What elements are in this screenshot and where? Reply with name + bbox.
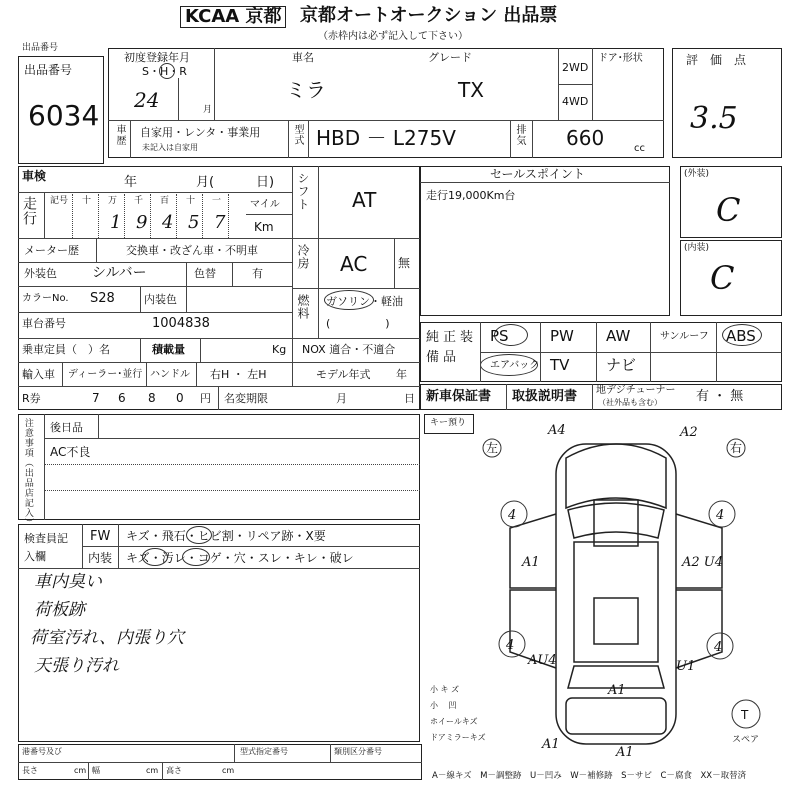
recycle-label: R券: [22, 392, 41, 405]
mileage-divider: [72, 194, 73, 238]
logo: KCAA 京都: [180, 6, 286, 28]
model-code[interactable]: HBD － L275V: [316, 126, 456, 150]
handle-options[interactable]: 右H ・ 左H: [210, 368, 267, 381]
footer-length-unit: cm: [74, 766, 87, 775]
sales-point-text[interactable]: 走行19,000Km台: [426, 189, 516, 202]
name-change-month: 月: [336, 392, 347, 405]
warranty-book[interactable]: 新車保証書: [426, 389, 492, 404]
rear-bumper: [566, 698, 666, 734]
mileage-digit[interactable]: 7: [214, 212, 226, 233]
usage-options[interactable]: 自家用・レンタ・事業用: [140, 126, 261, 139]
equipment-row2-1[interactable]: TV: [550, 356, 570, 374]
nox-options[interactable]: NOX 適合・不適合: [302, 343, 396, 356]
inspection-month[interactable]: 月(: [196, 175, 215, 190]
recycle-digit[interactable]: 7: [92, 391, 100, 405]
equipment-divider: [596, 322, 597, 382]
mileage-divider: [228, 194, 229, 238]
damage-mark: A1: [542, 737, 560, 752]
diagram-right: 右: [730, 441, 743, 455]
lot-number[interactable]: 6034: [28, 99, 100, 132]
diagram-left: 左: [486, 441, 499, 455]
mileage-divider: [124, 194, 125, 238]
footer-height: 高さ: [166, 766, 182, 775]
cc-unit: cc: [634, 143, 645, 154]
damage-mark: A1: [616, 745, 634, 760]
mileage-unit-label: 千: [134, 196, 144, 206]
model-year-label: モデル年式: [316, 368, 371, 381]
damage-mark: U1: [676, 659, 696, 674]
inspector-interior-label: 内装: [88, 551, 113, 565]
exterior-label: (外装): [684, 169, 710, 179]
footer-col-1: 港番号及び: [22, 747, 62, 756]
hood-outline: [566, 444, 666, 508]
model-label: 型式: [292, 124, 303, 146]
color-label: 外装色: [24, 267, 57, 280]
grade-label: グレード: [428, 51, 472, 64]
footer-height-unit: cm: [222, 766, 235, 775]
fw-label: FW: [90, 529, 111, 544]
equipment-2[interactable]: AW: [606, 327, 631, 345]
lot-label: 出品番号: [24, 63, 73, 77]
evaluation-score[interactable]: 3.5: [690, 101, 738, 136]
corner-label: 出品番号: [22, 43, 59, 53]
mile-unit[interactable]: マイル: [250, 199, 280, 210]
interior-grade[interactable]: C: [710, 259, 735, 297]
footer-col-2: 型式指定番号: [240, 747, 288, 756]
left-front-door: [510, 514, 556, 588]
fw-chip-circle: [186, 526, 212, 544]
inspector-label: 検査員記入欄: [24, 532, 68, 563]
mileage-divider: [98, 194, 99, 238]
equipment-1[interactable]: PW: [550, 327, 574, 345]
interior-label: (内装): [684, 243, 710, 253]
usage-label: 車歴: [114, 124, 125, 146]
notes-label: 注意事項（出品店記入）: [22, 418, 33, 528]
drive-2wd[interactable]: 2WD: [562, 61, 589, 74]
load-unit: Kg: [272, 343, 287, 356]
inspection-label: 車検: [22, 169, 47, 183]
meter-history-options[interactable]: 交換車・改ざん車・不明車: [126, 244, 258, 257]
windshield: [568, 503, 664, 538]
mileage-digit[interactable]: 9: [136, 212, 148, 233]
shift-label: シフト: [296, 172, 310, 211]
spare-tire-label: T: [741, 708, 749, 722]
key-label: キー預り: [430, 418, 467, 428]
sales-point-label: セールスポイント: [490, 167, 585, 181]
damage-mark: 4: [508, 508, 517, 523]
damage-mark: A1: [522, 555, 540, 570]
damage-legend: A－線キズ M－調整跡 U－凹み W－補修跡 S－サビ C－腐食 XX－取替済: [432, 771, 747, 781]
handle-label: ハンドル: [150, 369, 190, 380]
shift-value[interactable]: AT: [352, 188, 377, 212]
equipment-row2-0[interactable]: エアバック: [490, 360, 540, 371]
footer-width: 幅: [92, 766, 100, 775]
damage-mark: 4: [506, 638, 515, 653]
recycle-digit[interactable]: 8: [148, 391, 156, 405]
small-damage-legend: 小 凹: [430, 701, 457, 710]
color-change-value[interactable]: 有: [252, 267, 263, 280]
evaluation-label: 評 価 点: [686, 53, 747, 67]
interior-dirt-circle: [182, 548, 210, 566]
mileage-unit-label: 十: [186, 196, 196, 206]
displacement-label: 排気: [514, 124, 525, 146]
chassis-number[interactable]: 1004838: [152, 316, 210, 331]
mileage-unit-label: 十: [82, 196, 92, 206]
registration-year[interactable]: 24: [134, 88, 160, 112]
era-options: S・H・R: [142, 65, 187, 78]
mileage-divider: [176, 194, 177, 238]
drive-4wd[interactable]: 4WD: [562, 95, 589, 108]
footer-length: 長さ: [22, 766, 38, 775]
rear-items-label: 後日品: [50, 421, 83, 434]
inspector-note[interactable]: 荷室汚れ、内張り穴: [30, 628, 185, 648]
equipment-divider: [650, 322, 651, 382]
aircon-value[interactable]: AC: [340, 252, 368, 276]
equipment-row2-2[interactable]: ナビ: [606, 356, 637, 374]
recycle-digit[interactable]: 0: [176, 391, 184, 405]
mileage-unit-label: 記号: [50, 196, 69, 206]
mileage-digit[interactable]: 5: [188, 212, 200, 233]
digital-tuner-options[interactable]: 有 ・ 無: [696, 389, 744, 404]
owners-manual[interactable]: 取扱説明書: [512, 389, 578, 404]
aircon-none[interactable]: 無: [398, 256, 411, 270]
fuel-other[interactable]: ( ): [326, 317, 390, 330]
inspector-note[interactable]: 天張り汚れ: [34, 656, 119, 676]
equipment-4[interactable]: ABS: [726, 327, 756, 345]
equipment-3[interactable]: サンルーフ: [660, 331, 709, 342]
registration-label: 初度登録年月: [124, 51, 190, 64]
small-damage-legend: 小 キ ズ: [430, 685, 460, 694]
damage-mark: AU4: [528, 653, 557, 668]
usage-note: 未記入は自家用: [142, 143, 198, 152]
km-unit[interactable]: Km: [254, 220, 274, 234]
fuel-label: 燃料: [296, 294, 310, 320]
mileage-unit-label: 一: [212, 196, 222, 206]
interior-scratch-circle: [142, 548, 168, 566]
damage-mark: 4: [714, 640, 723, 655]
load-label: 積載量: [152, 343, 185, 356]
import-dealer[interactable]: ディーラー･並行: [68, 369, 143, 380]
damage-mark: A2: [680, 425, 698, 440]
small-damage-legend: ホイールキズ: [430, 717, 478, 726]
inspection-year[interactable]: 年: [124, 175, 138, 190]
mileage-digit[interactable]: 4: [162, 212, 174, 233]
inspector-note[interactable]: 荷板跡: [34, 600, 85, 620]
recycle-digit[interactable]: 6: [118, 391, 126, 405]
color-code-label: カラーNo.: [22, 293, 69, 304]
trunk-window: [594, 500, 638, 546]
cargo-area: [594, 598, 638, 644]
form-title: 京都オートオークション 出品票: [300, 5, 558, 26]
note-line-1[interactable]: AC不良: [50, 445, 91, 459]
color-change-label: 色替: [194, 267, 216, 280]
damage-mark: A4: [548, 423, 566, 438]
name-change-label: 名変期限: [224, 392, 268, 405]
color-value[interactable]: シルバー: [92, 265, 147, 281]
equipment-divider: [540, 322, 541, 382]
recycle-unit: 円: [200, 392, 211, 405]
mileage-divider: [150, 194, 151, 238]
displacement[interactable]: 660: [566, 126, 605, 150]
car-name[interactable]: ミラ: [286, 78, 326, 102]
mileage-unit-label: 万: [108, 196, 118, 206]
form-subtitle: （赤枠内は必ず記入して下さい）: [318, 31, 468, 42]
car-name-label: 車名: [292, 51, 314, 64]
digital-tuner-note: （社外品も含む）: [598, 398, 662, 407]
name-change-day: 日: [404, 392, 415, 405]
inspector-note[interactable]: 車内臭い: [34, 572, 102, 592]
equipment-label-divider: [480, 322, 481, 382]
interior-color-label: 内装色: [144, 293, 177, 306]
mileage-digit[interactable]: 1: [110, 212, 122, 233]
color-code[interactable]: S28: [90, 291, 115, 306]
chassis-label: 車台番号: [22, 317, 66, 330]
meter-history-label: メーター歴: [24, 244, 79, 257]
digital-tuner: 地デジチューナー: [596, 385, 676, 396]
mileage-unit-label: 百: [160, 196, 170, 206]
equipment-divider: [716, 322, 717, 382]
right-rear-door: [676, 590, 722, 668]
inspection-day[interactable]: 日): [256, 175, 275, 190]
capacity-label: 乗車定員（ ）名: [22, 343, 110, 356]
mileage-divider: [202, 194, 203, 238]
damage-mark: A1: [608, 683, 626, 698]
footer-width-unit: cm: [146, 766, 159, 775]
interior-damage-options[interactable]: キズ・汚レ・コゲ・穴・スレ・キレ・破レ: [126, 551, 354, 565]
footer-col-3: 類別区分番号: [334, 747, 382, 756]
model-year-unit: 年: [396, 368, 407, 381]
era-circle: [159, 63, 175, 79]
equipment-0[interactable]: PS: [490, 327, 509, 345]
equipment-label: 純正装備品: [426, 330, 478, 365]
small-damage-legend: ドアミラーキズ: [430, 733, 486, 742]
fuel-options[interactable]: ガソリン・軽油: [326, 295, 403, 308]
grade-value[interactable]: TX: [458, 78, 484, 102]
fuel-circle: [324, 290, 374, 310]
import-label: 輸入車: [22, 368, 55, 381]
damage-mark: A2 U4: [682, 555, 724, 570]
fw-options[interactable]: キズ・飛石・ヒビ割・リペア跡・X要: [126, 529, 326, 543]
mileage-label: 走行: [21, 196, 37, 226]
damage-mark: 4: [716, 508, 725, 523]
door-label: ドア･形状: [598, 53, 643, 64]
spare-label: スペア: [732, 735, 760, 745]
exterior-grade[interactable]: C: [716, 191, 741, 229]
month-unit: 月: [203, 105, 213, 115]
aircon-label: 冷房: [296, 244, 310, 270]
